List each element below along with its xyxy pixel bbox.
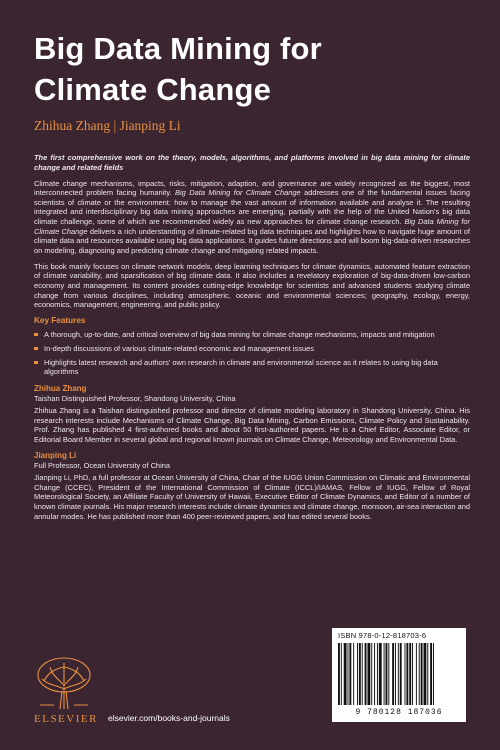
barcode-bar [386,643,388,705]
publisher-name: ELSEVIER [34,713,98,725]
barcode-bar [395,643,396,705]
key-features-list [34,330,470,377]
barcode-bar [400,643,402,705]
p1-text-3: delivers a rich understanding of climate-related big data techniques and highlights how to navigate huge amount of climate data and resources available using big data applications. It guides future directions and will boom big-data-driven researches on modeling, diagnosing and predicting climate change and mitigating related impacts. [34,226,470,255]
barcode-bar [424,643,427,705]
author-bio-role: Full Professor, Ocean University of China [34,460,170,470]
barcode-bar [427,643,428,705]
barcode-bar [405,643,406,705]
barcode-bar [344,643,347,705]
book-title-line-1: Big Data Mining for [34,31,322,66]
barcode-bar [421,643,423,705]
barcode-bar [357,643,358,705]
author-bio-name: Zhihua Zhang [34,384,87,394]
tagline: The first comprehensive work on the theory, models, algorithms, and platforms involved in big data mining for climate change and related fields [34,153,470,172]
isbn-barcode-panel [332,628,466,722]
barcode-bar [412,643,413,705]
barcode-bar [433,643,434,705]
author-bio-name: Jianping Li [34,451,77,460]
barcode-bar [379,643,382,705]
elsevier-tree-logo-icon [34,655,94,711]
author-separator: | [113,118,117,133]
barcode-bar [377,643,378,705]
book-title-line-2: Climate Change [34,72,272,107]
barcode-bar [374,643,375,705]
barcode-bar [430,643,432,705]
barcode-bar [341,643,342,705]
barcode-bar [367,643,370,705]
author-2: Jianping Li [119,118,181,133]
barcode-bar [353,643,354,705]
barcode-bar [398,643,399,705]
book-title [34,28,474,110]
p1-book-title-1: Big Data Mining for Climate Change [175,188,301,198]
barcode-bar [371,643,372,705]
p1-book-title-2: Big Data Mining for Climate Change [34,216,471,236]
publisher-website: elsevier.com/books-and-journals [108,713,230,723]
barcode-bar [348,643,349,705]
barcode-bar [359,643,361,705]
barcode-bar [338,643,340,705]
barcode-bar [384,643,385,705]
author-1: Zhihua Zhang [34,118,111,133]
p1-text-2: addresses one of the fundamental issues facing scientists of climate or the environment: how to manage the vast amount of information available and analyse it. The resulting integrated and interdisciplinary big data mining approaches are emerging, partially with the help of the United Nation's big data climate challenge, some of which are recommended widely as new approaches for climate change research. [34,188,470,226]
key-feature-item: Highlights latest research and authors' own research in climate and environmental science as it relates to using big data algorithms [34,358,470,377]
key-features-heading: Key Features [34,316,86,326]
barcode-bar [365,643,367,705]
back-cover-content [34,153,470,528]
key-feature-item: In-depth discussions of various climate-related economic and management issues [34,344,470,354]
barcode-bar [349,643,351,705]
key-feature-item: A thorough, up-to-date, and critical overview of big data mining for climate change mechanisms, impacts and mitigation [34,330,470,340]
barcode-digits: 9 780128 187036 [355,708,443,717]
barcode-bar [362,643,363,705]
barcode-bar [392,643,394,705]
author-bio-text: Zhihua Zhang is a Taishan distinguished professor and director of climate modeling laboratory in Shandong University, China. His research interests include Mechanisms of Climate Change, Big Data Mining, Carbon Emissions, Climate Policy and Sustainability. Prof. Zhang has published 4 first-authored books and about 50 first-authored papers. He is a Chief Editor, Associate Editor, or Editorial Board Member in several global and regional known journals on Climate Change, Meteorology and Environmental Data. [34,406,470,445]
author-line [34,118,181,134]
author-bio-text: Jianping Li, PhD, a full professor at Ocean University of China, Chair of the IUGG Union Commission on Climatic and Environmental Change (CCEC), President of the International Commission of Climate (ICCL)/IAMAS, Fellow of IUGG, Fellow of Royal Meteorological Society, an Affiliate Faculty of University of Hawaii, Executive Editor of Climate Dynamics, and Editor of a number of known climate journals. His major research interests include climate dynamics and climate change, monsoon, air-sea interaction and annular modes. He has published more than 400 peer-reviewed papers, and has edited several books. [34,473,470,521]
barcode-bar [409,643,411,705]
description-paragraph-2: This book mainly focuses on climate network models, deep learning techniques for climate dynamics, automated feature extraction of climate variability, and sparsification of big climate data. It also includes a revelatory exploration of big-data-driven low-carbon economy and management. Its content provides cutting-edge knowledge for scientists and advanced students studying climate change from various disciplines, including atmospheric, oceanic and environmental sciences; geography, ecology, energy, economics, management, engineering, and public policy. [34,261,470,310]
barcode-icon [338,643,460,707]
isbn-number: ISBN 978-0-12-818703-6 [338,631,427,640]
description-paragraph-1 [34,179,470,256]
barcode-bar [388,643,389,705]
p1-text-1: Climate change mechanisms, impacts, risks, mitigation, adaption, and governance are widely recognized as the biggest, most interconnected problem facing humanity. [34,178,470,198]
author-bio-role: Taishan Distinguished Professor, Shandong University, China [34,393,236,403]
barcode-bar [419,643,420,705]
barcode-bar [406,643,408,705]
barcode-bar [416,643,417,705]
